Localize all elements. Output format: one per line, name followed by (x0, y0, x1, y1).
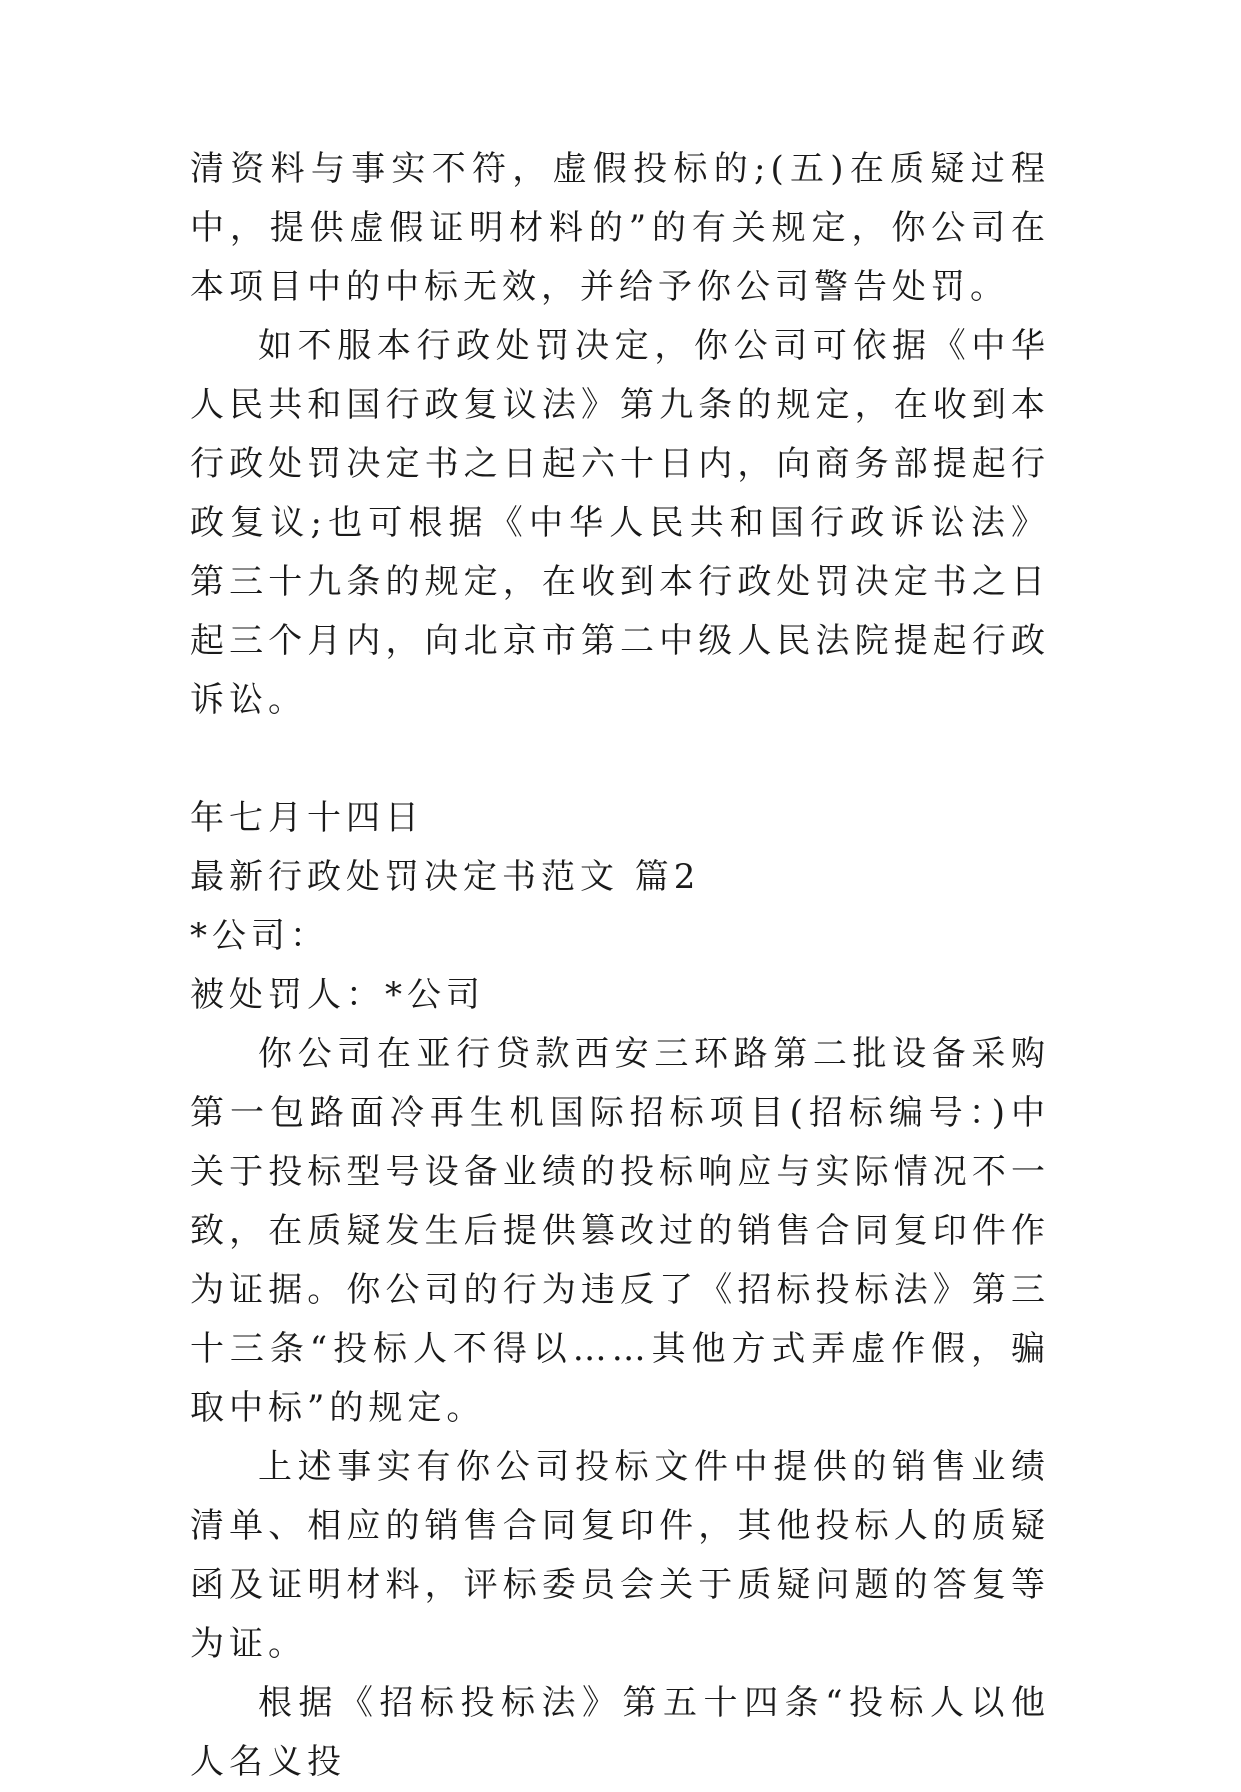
paragraph-appeal-rights: 如不服本行政处罚决定，你公司可依据《中华人民共和国行政复议法》第九条的规定，在收到本行政处罚决定书之日起六十日内，向商务部提起行政复议;也可根据《中华人民共和国行政诉讼法》第三十九条的规定，在收到本行政处罚决定书之日起三个月内，向北京市第二中级人民法院提起行政诉讼。 (190, 326, 1050, 720)
date-line: 年七月十四日 (190, 798, 424, 838)
penalized-party: 被处罚人：*公司 (190, 975, 485, 1015)
paragraph-legal-basis: 根据《招标投标法》第五十四条“投标人以他人名义投 (190, 1683, 1050, 1782)
document-body (190, 140, 1050, 1792)
paragraph-facts: 你公司在亚行贷款西安三环路第二批设备采购第一包路面冷再生机国际招标项目(招标编号：)中关于投标型号设备业绩的投标响应与实际情况不一致，在质疑发生后提供篡改过的销售合同复印件作为证据。你公司的行为违反了《招标投标法》第三十三条“投标人不得以……其他方式弄虚作假，骗取中标”的规定。 (190, 1034, 1050, 1428)
section-title: 最新行政处罚决定书范文 篇2 (190, 857, 701, 897)
paragraph-evidence: 上述事实有你公司投标文件中提供的销售业绩清单、相应的销售合同复印件，其他投标人的质疑函及证明材料，评标委员会关于质疑问题的答复等为证。 (190, 1447, 1050, 1664)
addressee: *公司： (190, 916, 329, 956)
paragraph-continuation: 清资料与事实不符，虚假投标的;(五)在质疑过程中，提供虚假证明材料的”的有关规定，你公司在本项目中的中标无效，并给予你公司警告处罚。 (190, 149, 1050, 307)
